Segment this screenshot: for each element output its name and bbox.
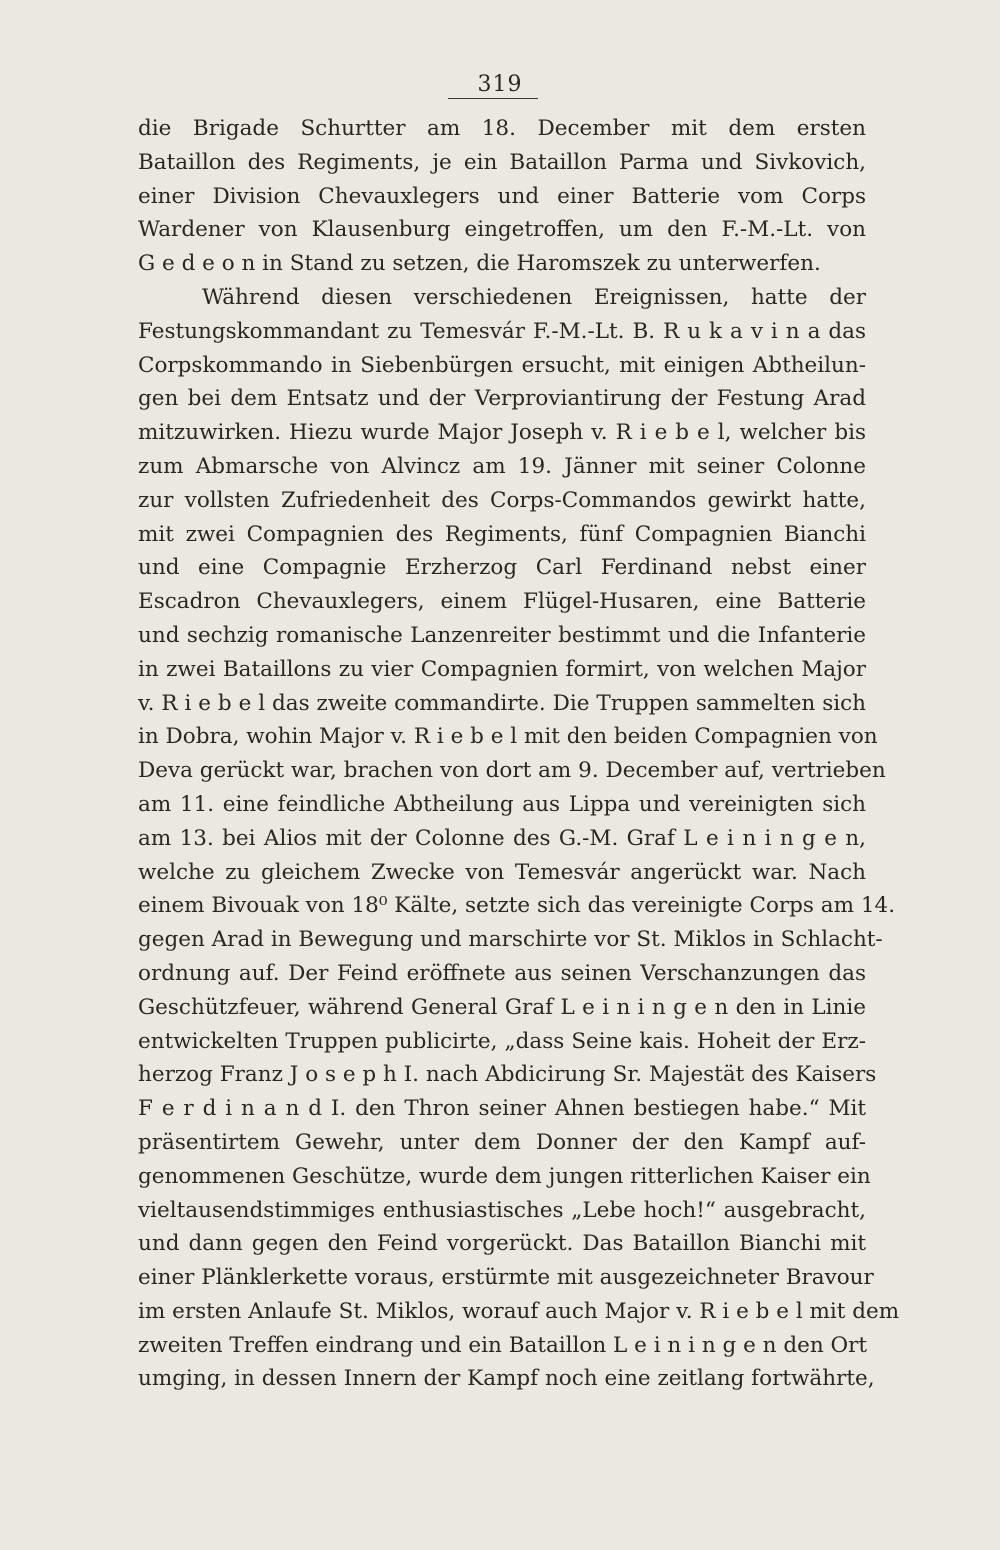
text-line: Wardener von Klausenburg eingetroffen, um den F.-M.-Lt. von [138,217,866,243]
body-text [138,112,900,1396]
text-line: in zwei Bataillons zu vier Compagnien formirt, von welchen Major [138,656,866,682]
text-line: umging, in dessen Innern der Kampf noch eine zeitlang fortwährte, [138,1366,875,1392]
text-line: präsentirtem Gewehr, unter dem Donner der den Kampf auf- [138,1129,866,1155]
text-line: und eine Compagnie Erzherzog Carl Ferdinand nebst einer [138,555,866,581]
text-line: ordnung auf. Der Feind eröffnete aus seinen Verschanzungen das [138,960,866,986]
text-line: v. R i e b e l das zweite commandirte. Die Truppen sammelten sich [138,690,866,716]
text-line: Geschützfeuer, während General Graf L e i n i n g e n den in Linie [138,994,866,1020]
text-line: einer Plänklerkette voraus, erstürmte mit ausgezeichneter Bravour [138,1265,874,1291]
text-line: genommenen Geschütze, wurde dem jungen ritterlichen Kaiser ein [138,1163,871,1189]
text-line: zum Abmarsche von Alvincz am 19. Jänner mit seiner Colonne [138,453,866,479]
text-line: zweiten Treffen eindrang und ein Bataillon L e i n i n g e n den Ort [138,1332,868,1358]
text-line: einem Bivouak von 18⁰ Kälte, setzte sich das vereinigte Corps am 14. [138,893,896,919]
text-line: in Dobra, wohin Major v. R i e b e l mit den beiden Compagnien von [138,724,878,750]
text-line: Corpskommando in Siebenbürgen ersucht, mit einigen Abtheilun- [138,352,866,378]
text-line: Während diesen verschiedenen Ereignissen, hatte der [202,284,866,310]
text-line: einer Division Chevauxlegers und einer Batterie vom Corps [138,183,866,209]
text-line: vieltausendstimmiges enthusiastisches „Lebe hoch!“ ausgebracht, [138,1197,866,1223]
text-line: zur vollsten Zufriedenheit des Corps-Commandos gewirkt hatte, [138,487,866,513]
text-line: im ersten Anlaufe St. Miklos, worauf auch Major v. R i e b e l mit dem [138,1298,900,1324]
text-line: gen bei dem Entsatz und der Verproviantirung der Festung Arad [138,386,866,412]
text-line: die Brigade Schurtter am 18. December mit dem ersten [138,116,866,141]
text-line: und sechzig romanische Lanzenreiter bestimmt und die Infanterie [138,622,866,648]
text-line: herzog Franz J o s e p h I. nach Abdicirung Sr. Majestät des Kaisers [138,1062,877,1088]
text-line: Festungskommandant zu Temesvár F.-M.-Lt. B. R u k a v i n a das [138,318,866,344]
text-line: am 13. bei Alios mit der Colonne des G.-M. Graf L e i n i n g e n, [138,825,866,851]
page-number-rule [448,98,538,99]
text-line: Bataillon des Regiments, je ein Bataillon Parma und Sivkovich, [138,149,866,175]
text-line: mit zwei Compagnien des Regiments, fünf Compagnien Bianchi [138,521,866,547]
text-line: Escadron Chevauxlegers, einem Flügel-Husaren, eine Batterie [138,589,866,615]
text-line: G e d e o n in Stand zu setzen, die Haromszek zu unterwerfen. [138,251,821,277]
text-line: und dann gegen den Feind vorgerückt. Das Bataillon Bianchi mit [138,1231,866,1257]
text-line: entwickelten Truppen publicirte, „dass Seine kais. Hoheit der Erz- [138,1028,866,1054]
page-number: 319 [477,72,523,97]
text-line: welche zu gleichem Zwecke von Temesvár angerückt war. Nach [138,859,866,885]
text-line: F e r d i n a n d I. den Thron seiner Ahnen bestiegen habe.“ Mit [138,1096,866,1122]
text-line: mitzuwirken. Hiezu wurde Major Joseph v. R i e b e l, welcher bis [138,420,866,446]
text-line: Deva gerückt war, brachen von dort am 9. December auf, vertrieben [138,758,886,784]
text-line: am 11. eine feindliche Abtheilung aus Lippa und vereinigten sich [138,791,866,817]
text-line: gegen Arad in Bewegung und marschirte vor St. Miklos in Schlacht- [138,927,883,953]
